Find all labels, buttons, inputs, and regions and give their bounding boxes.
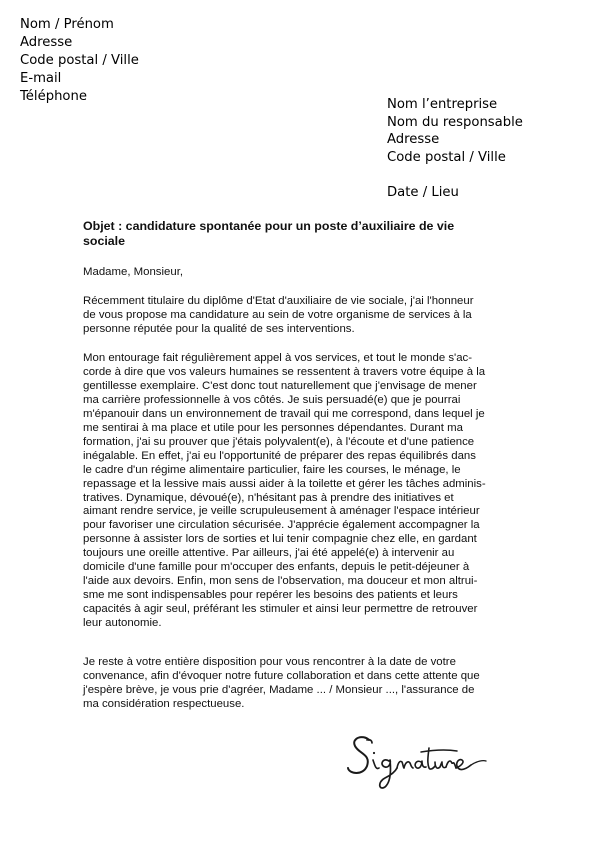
text-line: de vous propose ma candidature au sein de votre organisme de services à la: [83, 308, 472, 321]
text-line: Je reste à votre entière disposition pour vous rencontrer à la date de votre: [83, 656, 456, 668]
date-place: Date / Lieu: [387, 185, 459, 200]
text-line: aimant rendre service, je veille scrupuleusement à aménager l'espace intérieur: [83, 505, 480, 518]
sender-block: [20, 16, 139, 106]
text-line: repassage et la lessive mais aussi aider à la toilette et gérer les tâches adminis-: [83, 477, 486, 490]
text-line: me sentirai à ma place et utile pour les personnes dépendantes. Durant ma: [83, 421, 463, 434]
text-line: inégalable. En effet, j'ai eu l'opportunité de préparer des repas équilibrés dans: [83, 449, 476, 462]
text-line: ma carrière professionnelle à vos côtés. Je suis persuadé(e) que je pourrai: [83, 393, 461, 406]
text-line: tratives. Dynamique, dévoué(e), n'hésitant pas à prendre des initiatives et: [83, 491, 454, 504]
text-line: ma considération respectueuse.: [83, 697, 245, 710]
text-line: capacités à agir seul, préférant les stimuler et ainsi leur permettre de retrouver: [83, 603, 478, 616]
text-line: pour favoriser une circulation sécurisée. J'apprécie également accompagner la: [83, 519, 480, 532]
text-line: personne à assister lors de sorties et lui tenir compagnie chez elle, en gardant: [83, 533, 477, 546]
sender-address: Adresse: [20, 34, 73, 50]
text-line: j'espère brève, je vous prie d'agréer, Madame ... / Monsieur ..., l'assurance de: [83, 683, 475, 696]
text-line: l'aide aux devoirs. Enfin, mon sens de l'observation, ma douceur et mon altrui-: [83, 575, 478, 588]
text-line: m'épanouir dans un environnement de travail qui me correspond, dans lequel je: [83, 407, 485, 420]
text-line: Récemment titulaire du diplôme d'Etat d'auxiliaire de vie sociale, j'ai l'honneur: [83, 295, 474, 307]
handwritten-signature: [345, 730, 490, 792]
text-line: leur autonomie.: [83, 617, 162, 630]
text-line: sme me sont indispensables pour repérer les besoins des patients et leurs: [83, 589, 458, 602]
salutation: Madame, Monsieur,: [83, 266, 184, 278]
recipient-postal-city: Code postal / Ville: [387, 149, 506, 165]
text-line: Mon entourage fait régulièrement appel à vos services, et tout le monde s'ac-: [83, 352, 473, 364]
recipient-manager: Nom du responsable: [387, 114, 523, 130]
recipient-company: Nom l’entreprise: [387, 97, 498, 112]
subject-line: sociale: [83, 234, 126, 249]
paragraph-closing: [83, 656, 513, 712]
sender-email: E-mail: [20, 70, 62, 86]
text-line: gentillesse exemplaire. C'est donc tout naturellement que j'envisage de mener: [83, 379, 477, 392]
paragraph-intro: [83, 295, 513, 337]
sender-postal-city: Code postal / Ville: [20, 52, 139, 68]
text-line: personne réputée pour la qualité de ses interventions.: [83, 322, 355, 335]
text-line: domicile d'une famille pour m'occuper des enfants, depuis le petit-déjeuner à: [83, 561, 470, 574]
sender-phone: Téléphone: [20, 88, 87, 104]
text-line: toujours une oreille attentive. Par ailleurs, j'ai été appelé(e) à intervenir au: [83, 547, 455, 560]
paragraph-motivation: [83, 352, 513, 631]
letter-subject: [83, 219, 523, 250]
text-line: corde à dire que vos valeurs humaines se ressentent à travers votre équipe à la: [83, 365, 486, 378]
text-line: convenance, afin d'évoquer notre future collaboration et dans cette attente que: [83, 669, 480, 682]
text-line: formation, j'ai su prouver que j'étais polyvalent(e), à l'écoute et d'une patience: [83, 435, 475, 448]
recipient-block: [387, 96, 523, 166]
subject-line: Objet : candidature spontanée pour un poste d’auxiliaire de vie: [83, 219, 455, 233]
text-line: le cadre d'un régime alimentaire particulier, faire les courses, le ménage, le: [83, 463, 461, 476]
recipient-address: Adresse: [387, 132, 440, 148]
sender-name: Nom / Prénom: [20, 17, 114, 32]
